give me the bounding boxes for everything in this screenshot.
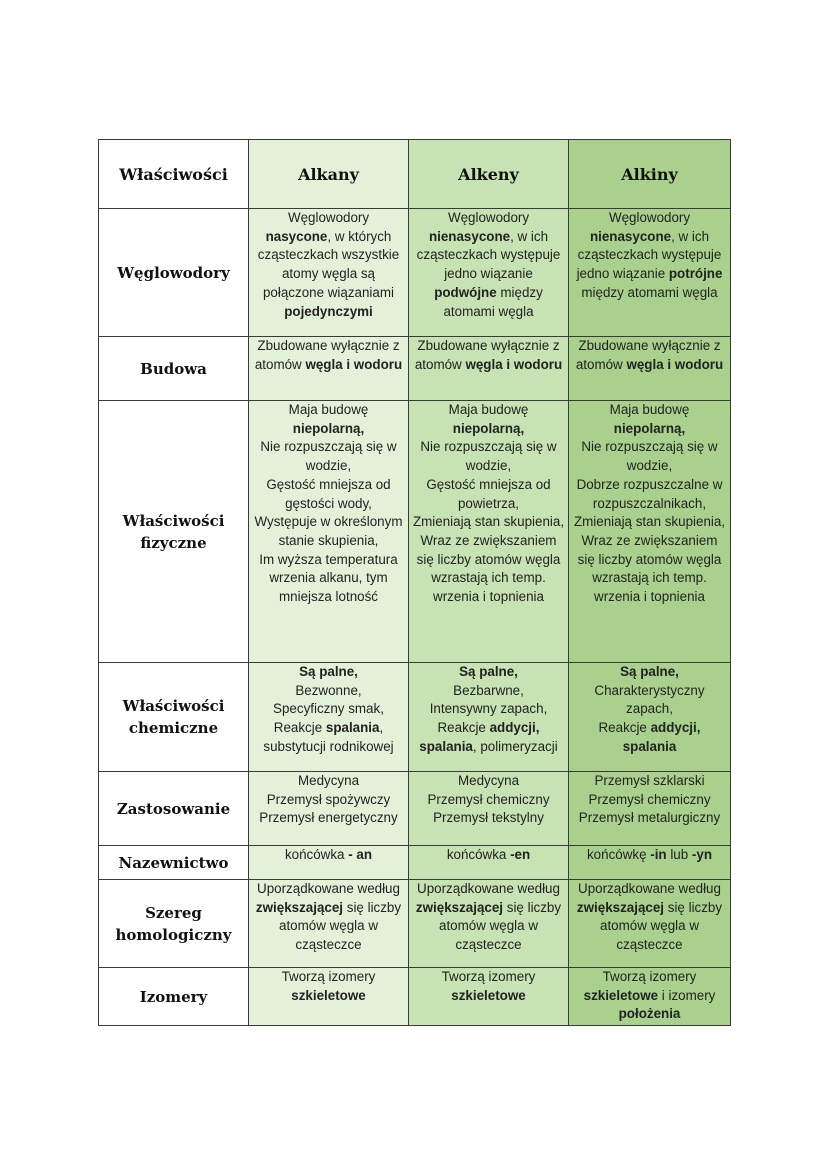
text-segment: Zbudowane wyłącznie z atomów <box>575 338 721 372</box>
bold-text-segment: zwiększającej <box>576 899 665 915</box>
cell-text <box>412 772 565 828</box>
text-segment: Uporządkowane według <box>417 881 560 896</box>
cell-alkanes <box>249 772 409 846</box>
cell-alkynes <box>569 663 731 772</box>
bold-text-segment: Są palne, <box>299 664 358 679</box>
row-homologous-series <box>99 880 731 968</box>
cell-text <box>252 209 405 321</box>
bold-text-segment: węgla i wodoru <box>626 356 724 372</box>
text-segment: Nie rozpuszczają się w wodzie, Dobrze rozpuszczalne w rozpuszczalnikach, Zmieniają stan skupienia, Wraz ze zwiększaniem się liczby atomów węgla wzrastają ich temp. wrzenia i topnienia <box>573 439 726 605</box>
cell-alkenes <box>409 968 569 1026</box>
cell-alkenes <box>409 401 569 663</box>
cell-text <box>572 337 727 374</box>
bold-text-segment: Są palne, <box>459 664 518 679</box>
cell-text <box>572 401 727 607</box>
bold-text-segment: zwiększającej <box>255 899 344 915</box>
text-segment: końcówkę <box>586 847 651 862</box>
cell-alkynes <box>569 401 731 663</box>
header-alkenes: Alkeny <box>409 140 569 209</box>
text-segment: Węglowodory <box>447 210 530 225</box>
text-segment: Uporządkowane według <box>578 881 721 896</box>
text-segment: Węglowodory <box>608 210 691 225</box>
cell-alkenes <box>409 772 569 846</box>
text-segment: Bezbarwne, Intensywny zapach, Reakcje <box>429 682 548 736</box>
row-physical-properties <box>99 401 731 663</box>
cell-alkynes <box>569 772 731 846</box>
bold-text-segment: niepolarną, <box>452 420 525 436</box>
bold-text-segment: Są palne, <box>620 664 679 679</box>
text-segment: Maja budowę <box>448 402 529 417</box>
bold-text-segment: spalania <box>419 738 473 754</box>
row-label: Zastosowanie <box>99 772 249 846</box>
text-segment: Zbudowane wyłącznie z atomów <box>254 338 400 372</box>
cell-alkanes <box>249 846 409 880</box>
text-segment: Tworzą izomery <box>281 969 376 984</box>
cell-alkynes <box>569 968 731 1026</box>
row-label: Właściwości chemiczne <box>99 663 249 772</box>
bold-text-segment: potrójne <box>668 266 723 282</box>
bold-text-segment: szkieletowe <box>451 987 526 1003</box>
cell-text <box>412 337 565 374</box>
bold-text-segment: niepolarną, <box>292 420 365 436</box>
text-segment: między atomami węgla <box>581 284 718 300</box>
row-chemical-properties <box>99 663 731 772</box>
text-segment: , w których cząsteczkach wszystkie atomy węgla są połączone wiązaniami <box>257 228 400 300</box>
bold-text-segment: szkieletowe <box>583 987 659 1003</box>
header-alkanes: Alkany <box>249 140 409 209</box>
header-row <box>99 140 731 209</box>
row-applications <box>99 772 731 846</box>
row-label: Szereg homologiczny <box>99 880 249 968</box>
cell-text <box>572 209 727 303</box>
row-label: Budowa <box>99 337 249 401</box>
cell-text <box>412 663 565 757</box>
bold-text-segment: zwiększającej <box>415 899 504 915</box>
cell-alkanes <box>249 337 409 401</box>
bold-text-segment: spalania <box>622 738 677 754</box>
cell-alkenes <box>409 846 569 880</box>
cell-alkenes <box>409 880 569 968</box>
comparison-table <box>98 139 731 1026</box>
text-segment: między atomami węgla <box>443 284 543 319</box>
header-property: Właściwości <box>99 140 249 209</box>
bold-text-segment: szkieletowe <box>291 987 366 1003</box>
cell-text <box>412 401 565 607</box>
text-segment: Maja budowę <box>288 402 369 417</box>
text-segment: Maja budowę <box>609 402 690 417</box>
text-segment: Bezwonne, Specyficzny smak, Reakcje <box>273 682 384 736</box>
text-segment: końcówka <box>446 847 511 862</box>
text-segment: Tworzą izomery <box>441 969 536 984</box>
text-segment: końcówka <box>284 847 349 862</box>
bold-text-segment: położenia <box>618 1006 681 1022</box>
text-segment: się liczby atomów węgla w cząsteczce <box>600 899 723 953</box>
cell-text <box>572 968 727 1024</box>
cell-text <box>572 663 727 757</box>
cell-text <box>412 880 565 955</box>
cell-alkanes <box>249 880 409 968</box>
text-segment: Nie rozpuszczają się w wodzie, Gęstość mniejsza od gęstości wody, Występuje w określonym stanie skupienia, Im wyższa temperatura wrzenia alkanu, tym mniejsza lotność <box>254 439 403 605</box>
header-alkynes: Alkiny <box>569 140 731 209</box>
cell-alkenes <box>409 337 569 401</box>
cell-text <box>412 209 565 321</box>
text-segment: , polimeryzacji <box>472 738 558 754</box>
cell-alkynes <box>569 337 731 401</box>
text-segment: Charakterystyczny zapach, Reakcje <box>594 682 705 736</box>
cell-alkanes <box>249 968 409 1026</box>
cell-text <box>572 880 727 955</box>
text-segment: się liczby atomów węgla w cząsteczce <box>279 899 402 953</box>
bold-text-segment: spalania <box>325 720 380 736</box>
bold-text-segment: pojedynczymi <box>284 303 373 319</box>
row-structure <box>99 337 731 401</box>
cell-text <box>572 846 727 865</box>
bold-text-segment: addycji, <box>489 720 540 736</box>
cell-alkenes <box>409 209 569 337</box>
row-label: Izomery <box>99 968 249 1026</box>
cell-text <box>252 880 405 955</box>
cell-alkanes <box>249 401 409 663</box>
text-segment: Tworzą izomery <box>602 969 697 984</box>
cell-alkynes <box>569 846 731 880</box>
text-segment: się liczby atomów węgla w cząsteczce <box>439 899 562 953</box>
cell-text <box>252 772 405 828</box>
text-segment: Uporządkowane według <box>257 881 400 896</box>
cell-alkenes <box>409 663 569 772</box>
text-segment: Węglowodory <box>287 210 370 225</box>
cell-alkanes <box>249 209 409 337</box>
cell-text <box>252 337 405 374</box>
row-isomers <box>99 968 731 1026</box>
bold-text-segment: niepolarną, <box>613 420 686 436</box>
bold-text-segment: nienasycone <box>428 228 511 244</box>
cell-text <box>252 968 405 1005</box>
cell-text <box>572 772 727 828</box>
row-label: Nazewnictwo <box>99 846 249 880</box>
text-segment: , w ich cząsteczkach występuje jedno wiązanie <box>576 228 722 282</box>
text-segment: lub <box>666 847 692 862</box>
cell-text <box>252 401 405 607</box>
text-segment: Nie rozpuszczają się w wodzie, Gęstość mniejsza od powietrza, Zmieniają stan skupienia, Wraz ze zwiększaniem się liczby atomów węgla wzrastają ich temp. wrzenia i topnienia <box>412 439 565 605</box>
bold-text-segment: - an <box>348 847 373 862</box>
row-hydrocarbons <box>99 209 731 337</box>
bold-text-segment: addycji, <box>650 720 701 736</box>
cell-alkynes <box>569 880 731 968</box>
bold-text-segment: podwójne <box>434 284 497 300</box>
text-segment: Przemysł szklarski Przemysł chemiczny Przemysł metalurgiczny <box>578 773 721 826</box>
text-segment: Medycyna Przemysł spożywczy Przemysł energetyczny <box>259 773 398 826</box>
bold-text-segment: nienasycone <box>589 228 672 244</box>
text-segment: Zbudowane wyłącznie z atomów <box>414 338 560 372</box>
bold-text-segment: -yn <box>691 847 713 862</box>
text-segment: Medycyna Przemysł chemiczny Przemysł tekstylny <box>427 773 550 826</box>
cell-alkynes <box>569 209 731 337</box>
bold-text-segment: węgla i wodoru <box>465 356 563 372</box>
bold-text-segment: nasycone <box>265 228 328 244</box>
cell-text <box>252 663 405 757</box>
cell-text <box>252 846 405 865</box>
cell-alkanes <box>249 663 409 772</box>
cell-text <box>412 968 565 1005</box>
bold-text-segment: węgla i wodoru <box>305 356 403 372</box>
text-segment: , substytucji rodnikowej <box>263 720 394 754</box>
text-segment: , w ich cząsteczkach występuje jedno wiązanie <box>416 228 561 282</box>
row-nomenclature <box>99 846 731 880</box>
text-segment: i izomery <box>658 987 716 1003</box>
row-label: Właściwości fizyczne <box>99 401 249 663</box>
cell-text <box>412 846 565 865</box>
row-label: Węglowodory <box>99 209 249 337</box>
bold-text-segment: -in <box>650 847 667 862</box>
bold-text-segment: -en <box>510 847 531 862</box>
